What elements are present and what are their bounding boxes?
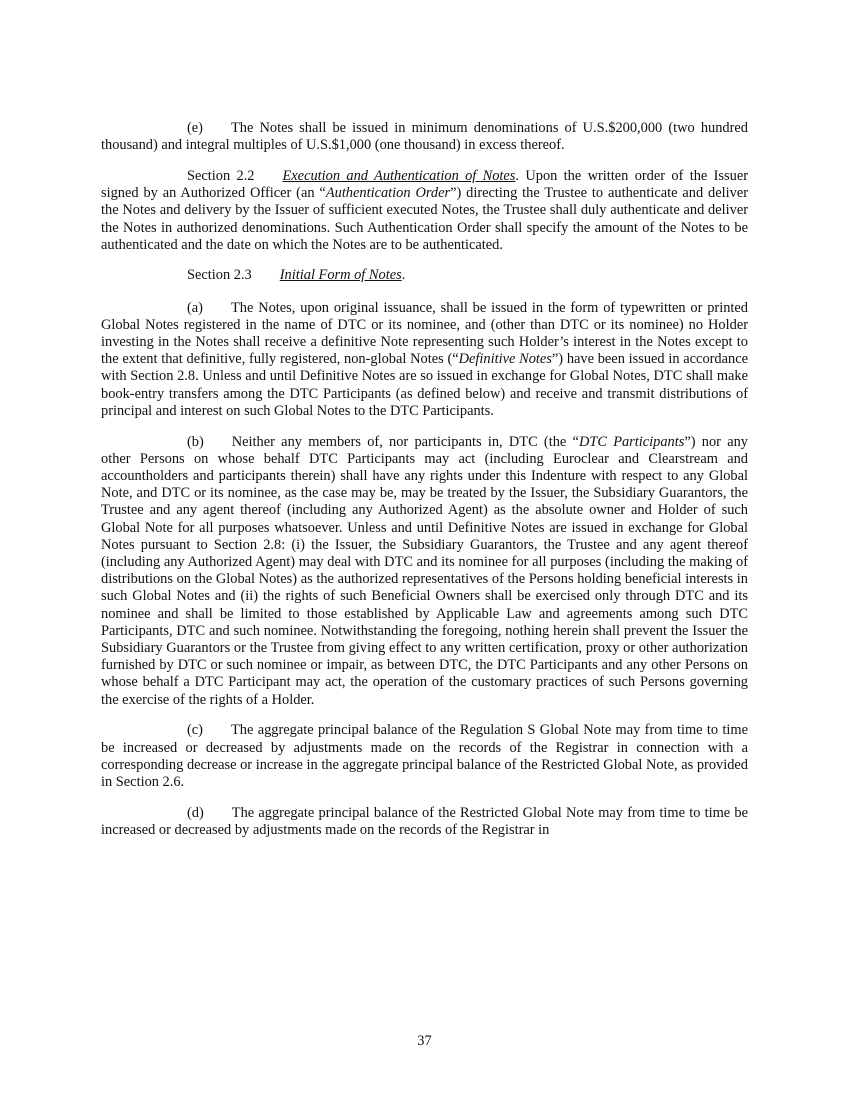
paragraph-a-defined-term: Definitive Notes: [458, 351, 552, 368]
paragraph-c: [101, 722, 748, 791]
paragraph-c-text: The aggregate principal balance of the Regulation S Global Note may from time to time be increased or decreased by adjustments made on the records of the Registrar in connection with a corresponding decrease or increase in the aggregate principal balance of the Restricted Global Note, as provided in Section 2.6.: [101, 722, 748, 790]
paragraph-c-label: (c): [187, 722, 203, 739]
paragraph-d: [101, 805, 748, 839]
paragraph-b-defined-term: DTC Participants: [578, 433, 685, 450]
paragraph-a-text-2: ”) have been issued in accordance with Section 2.8. Unless and until Definitive Notes are so issued in exchange for Global Notes, DTC shall make book-entry transfers among the DTC Participants (as defined below) and receive and transmit distributions of principal and interest on such Global Notes to the DTC Participants.: [101, 351, 748, 419]
paragraph-a-label: (a): [187, 299, 203, 316]
paragraph-e: [101, 120, 748, 154]
section-2-3: [101, 267, 748, 284]
paragraph-a-text-1: The Notes, upon original issuance, shall be issued in the form of typewritten or printed Global Notes registered in the name of DTC or its nominee, and (other than DTC or its nominee) no Holder investing in the Notes shall receive a definitive Note representing such Holder’s interest in the Notes except to the extent that definitive, fully registered, non-global Notes (“: [101, 299, 748, 368]
section-2-3-number: Section 2.3: [187, 267, 252, 284]
section-2-3-end: .: [401, 267, 406, 284]
paragraph-e-label: (e): [187, 120, 203, 136]
section-2-2-text-2: ”) directing the Trustee to authenticate and deliver the Notes and delivery by the Issuer of sufficient executed Notes, the Trustee shall duly authenticate and deliver the Notes in authorized denominations. Such Authentication Order shall specify the amount of the Notes to be authenticated and the date on which the Notes are to be authenticated.: [101, 185, 749, 253]
section-2-2: [101, 168, 748, 254]
paragraph-b-text-1: Neither any members of, nor participants in, DTC (the “: [231, 433, 579, 450]
section-2-2-defined-term: Authentication Order: [325, 185, 451, 202]
paragraph-d-text: The aggregate principal balance of the Restricted Global Note may from time to time be increased or decreased by adjustments made on the records of the Registrar in: [101, 804, 748, 838]
section-2-2-text-1: . Upon the written order of the Issuer signed by an Authorized Officer (an “: [101, 167, 748, 202]
section-2-2-title: Execution and Authentication of Notes: [282, 167, 516, 184]
paragraph-e-text: The Notes shall be issued in minimum denominations of U.S.$200,000 (two hundred thousand) and integral multiples of U.S.$1,000 (one thousand) in excess thereof.: [101, 120, 748, 154]
paragraph-a: [101, 300, 748, 420]
page-number: 37: [417, 1033, 432, 1049]
paragraph-b-label: (b): [187, 433, 204, 450]
document-page: [101, 120, 748, 853]
section-2-2-number: Section 2.2: [187, 167, 255, 184]
paragraph-d-label: (d): [187, 804, 204, 821]
paragraph-b-text-2: ”) nor any other Persons on whose behalf DTC Participants may act (including Euroclear and Clearstream and accountholders and participants therein) shall have any rights under this Indenture with respect to any Global Note, and DTC or its nominee, as the case may be, may be treated by the Issuer, the Subsidiary Guarantors, the Trustee and any agent thereof (including any Authorized Agent) as the absolute owner and Holder of such Global Note for all purposes whatsoever. Unless and until Definitive Notes are issued in exchange for Global Notes pursuant to Section 2.8: (i) the Issuer, the Subsidiary Guarantors, the Trustee and any agent thereof (including any Authorized Agent) may deal with DTC and its nominee for all purposes (including the making of distributions on the Global Notes) as the authorized representatives of the Persons holding beneficial interests in such Global Notes and (ii) the rights of such Beneficial Owners shall be exercised only through DTC and its nominee and shall be limited to those established by Applicable Law and agreements among such DTC Participants, DTC and such nominee. Notwithstanding the foregoing, nothing herein shall prevent the Issuer the Subsidiary Guarantors or the Trustee from giving effect to any written certification, proxy or other authorization furnished by DTC or such nominee or impair, as between DTC, the DTC Participants and any other Persons on whose behalf a DTC Participant may act, the operation of the customary practices of such Persons governing the exercise of the rights of a Holder.: [101, 433, 748, 708]
paragraph-b: [101, 434, 748, 709]
section-2-3-title: Initial Form of Notes: [279, 267, 402, 284]
